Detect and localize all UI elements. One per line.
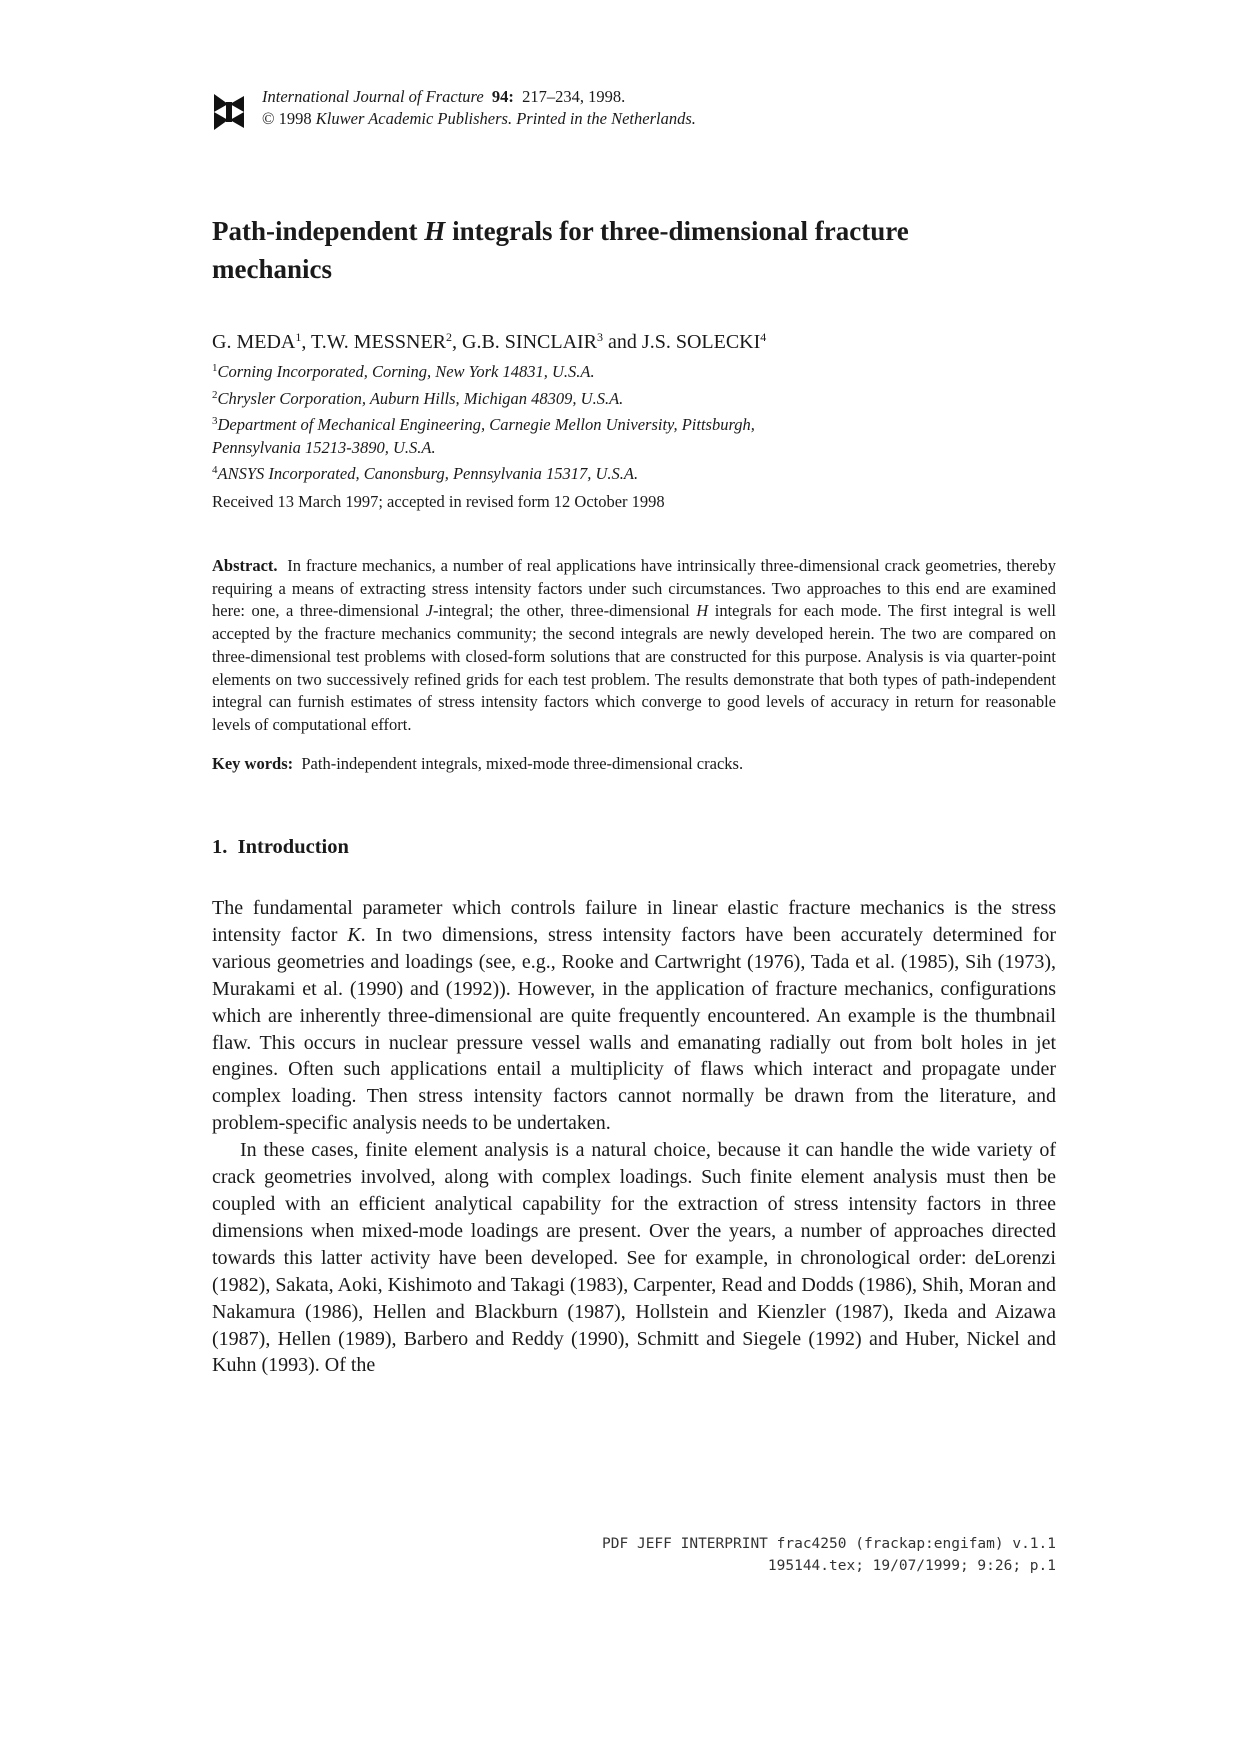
footer-line: 195144.tex; 19/07/1999; 9:26; p.1 xyxy=(767,1558,1056,1574)
affiliation-mark: 1 xyxy=(212,362,218,374)
author-separator: , xyxy=(301,331,311,353)
affiliation-text: Pennsylvania 15213-3890, U.S.A. xyxy=(212,437,436,457)
keywords xyxy=(212,754,743,774)
abstract-text: integrals for each mode. The first integral is well accepted by the fracture mechanics community; the second integrals are newly developed herein. The two are compared on three-dimensional test problems with closed-form solutions that are constructed for this purpose. Analysis is via quarter-point elements on two successively refined grids for each test problem. The results demonstrate that both types of path-independent integral can furnish estimates of stress intensity factors which converge to good levels of accuracy in return for reasonable levels of computational effort. xyxy=(212,601,1056,734)
body-text xyxy=(212,895,1056,1379)
section-number: 1. xyxy=(212,836,228,858)
author-affiliation-mark: 4 xyxy=(760,330,767,344)
publisher-name: Kluwer Academic Publishers. Printed in the Netherlands. xyxy=(315,109,696,128)
abstract-label: Abstract. xyxy=(212,556,278,575)
affiliation-text: Corning Incorporated, Corning, New York 14831, U.S.A. xyxy=(217,362,595,381)
copyright-year: © 1998 xyxy=(262,109,312,128)
abstract-text: -integral; the other, three-dimensional xyxy=(432,601,697,621)
affiliation-text: ANSYS Incorporated, Canonsburg, Pennsylvania 15317, U.S.A. xyxy=(217,464,639,483)
affiliation xyxy=(212,410,755,437)
author-name: J.S. SOLECKI xyxy=(641,331,761,353)
section-title: Introduction xyxy=(237,836,349,858)
journal-citation-line xyxy=(262,86,696,108)
author-list xyxy=(212,330,766,354)
affiliation xyxy=(212,384,755,411)
journal-pages-year: 217–234, 1998. xyxy=(522,87,626,106)
section-heading xyxy=(212,836,349,859)
affiliation-continued xyxy=(212,437,755,460)
abstract-symbol-h: H xyxy=(696,601,709,621)
keywords-text: Path-independent integrals, mixed-mode three-dimensional cracks. xyxy=(301,754,744,773)
affiliation-list xyxy=(212,357,755,486)
publisher-logo-icon xyxy=(212,92,246,132)
affiliation-mark: 3 xyxy=(212,415,218,427)
body-paragraph xyxy=(212,895,1056,1137)
author-name: T.W. MESSNER xyxy=(310,331,447,353)
abstract xyxy=(212,555,1056,737)
paragraph-text: . In two dimensions, stress intensity factors have been accurately determined for various geometries and loadings (see, e.g., Rooke and Cartwright (1976), Tada et al. (1985), Sih (1973), Murakami et al. (1990) and (1992)). However, in the application of fracture mechanics, configurations which are inherently three-dimensional are quite frequently encountered. An example is the thumbnail flaw. This occurs in nuclear pressure vessel walls and emanating radially out from bolt holes in jet engines. Often such applications entail a multiplicity of flaws which interact and propagate under complex loading. Then stress intensity factors cannot normally be drawn from the literature, and problem-specific analysis needs to be undertaken. xyxy=(212,923,1056,1135)
author-affiliation-mark: 3 xyxy=(597,330,604,344)
copyright-line xyxy=(262,108,696,130)
footer-line: PDF JEFF INTERPRINT frac4250 (frackap:engifam) v.1.1 xyxy=(602,1536,1056,1552)
paragraph-text: The fundamental parameter which controls failure in linear elastic fracture mechanics is the stress intensity factor xyxy=(212,897,1056,946)
keywords-label: Key words: xyxy=(212,754,294,773)
body-paragraph: In these cases, finite element analysis is a natural choice, because it can handle the wide variety of crack geometries involved, along with complex loadings. Such finite element analysis must then be coupled with an efficient analytical capability for the extraction of stress intensity factors in three dimensions when mixed-mode loadings are present. Over the years, a number of approaches directed towards this latter activity have been developed. See for example, in chronological order: deLorenzi (1982), Sakata, Aoki, Kishimoto and Takagi (1983), Carpenter, Read and Dodds (1986), Shih, Moran and Nakamura (1986), Hellen and Blackburn (1987), Hollstein and Kienzler (1987), Ikeda and Aizawa (1987), Hellen (1989), Barbero and Reddy (1990), Schmitt and Siegele (1992) and Huber, Nickel and Kuhn (1993). Of the xyxy=(212,1139,1056,1377)
paper-title xyxy=(212,212,972,288)
received-dates: Received 13 March 1997; accepted in revised form 12 October 1998 xyxy=(212,492,665,511)
title-part-1: Path-independent xyxy=(212,216,425,246)
author-separator: , xyxy=(452,331,463,353)
author-affiliation-mark: 2 xyxy=(446,330,453,344)
author-name: G.B. SINCLAIR xyxy=(462,331,598,353)
author-name: G. MEDA xyxy=(212,331,296,353)
author-and: and xyxy=(603,331,642,353)
affiliation xyxy=(212,357,755,384)
abstract-text: In fracture mechanics, a number of real applications have intrinsically three-dimensional crack geometries, thereby requiring a means of extracting stress intensity factors under such circumstances. Two approaches to this end are examined here: one, a three-dimensional xyxy=(212,556,1057,621)
affiliation-text: Department of Mechanical Engineering, Carnegie Mellon University, Pittsburgh, xyxy=(217,415,755,434)
affiliation-text: Chrysler Corporation, Auburn Hills, Michigan 48309, U.S.A. xyxy=(217,388,624,408)
affiliation-mark: 2 xyxy=(212,388,218,401)
symbol-k: K xyxy=(347,923,361,946)
abstract-symbol-j: J xyxy=(425,601,433,621)
title-symbol: H xyxy=(424,216,446,246)
affiliation-mark: 4 xyxy=(212,464,218,476)
journal-name: International Journal of Fracture xyxy=(262,87,484,106)
author-affiliation-mark: 1 xyxy=(295,330,302,344)
journal-volume: 94: xyxy=(491,87,514,106)
title-part-2: integrals for three-dimensional fracture mechanics xyxy=(212,216,909,284)
affiliation xyxy=(212,459,755,486)
print-footer xyxy=(560,1533,1056,1577)
